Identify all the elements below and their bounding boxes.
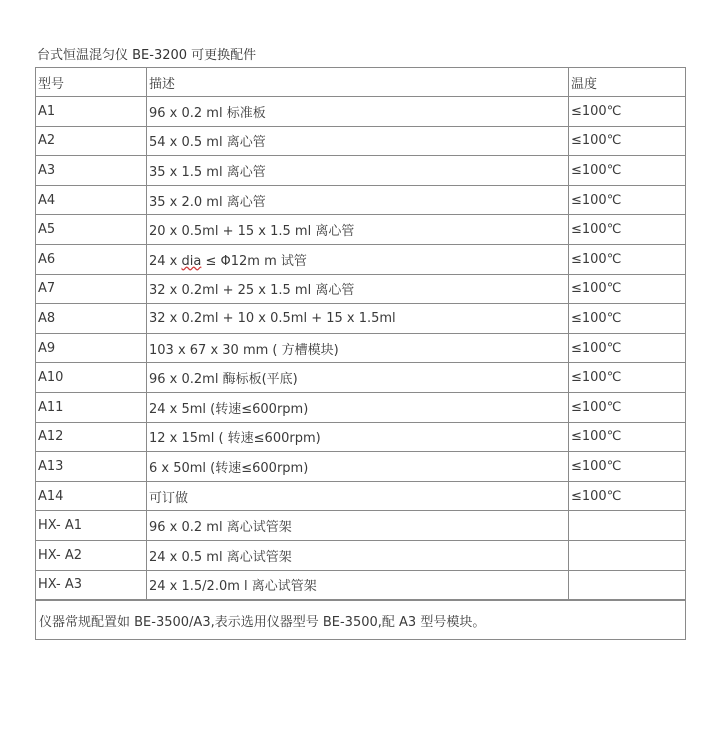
table-header-row	[36, 68, 686, 97]
table-row	[36, 570, 686, 600]
cell-description: 12 x 15ml ( 转速≤600rpm)	[147, 422, 569, 452]
cell-temperature: ≤100℃	[569, 392, 686, 422]
cell-temperature	[569, 570, 686, 600]
cell-description: 可订做	[147, 481, 569, 511]
cell-description: 103 x 67 x 30 mm ( 方槽模块)	[147, 333, 569, 363]
table-row	[36, 97, 686, 127]
cell-temperature: ≤100℃	[569, 422, 686, 452]
cell-model: HX- A3	[36, 570, 147, 600]
table-row	[36, 333, 686, 363]
table-row	[36, 511, 686, 541]
table-note-row	[36, 600, 686, 640]
cell-temperature: ≤100℃	[569, 363, 686, 393]
table-row	[36, 156, 686, 186]
cell-temperature: ≤100℃	[569, 304, 686, 334]
page-title: 台式恒温混匀仪 BE-3200 可更换配件	[37, 48, 257, 63]
table-row	[36, 392, 686, 422]
table-row	[36, 452, 686, 482]
cell-temperature: ≤100℃	[569, 452, 686, 482]
cell-temperature: ≤100℃	[569, 333, 686, 363]
cell-temperature: ≤100℃	[569, 156, 686, 186]
cell-model: A6	[36, 244, 147, 274]
cell-model: A3	[36, 156, 147, 186]
cell-description: 96 x 0.2 ml 标准板	[147, 97, 569, 127]
table-row	[36, 274, 686, 304]
cell-model: A5	[36, 215, 147, 245]
cell-temperature: ≤100℃	[569, 97, 686, 127]
cell-temperature: ≤100℃	[569, 126, 686, 156]
table-row	[36, 215, 686, 245]
cell-temperature	[569, 540, 686, 570]
table-row	[36, 363, 686, 393]
cell-description: 24 x 1.5/2.0m l 离心试管架	[147, 570, 569, 600]
table-row	[36, 126, 686, 156]
cell-description: 35 x 1.5 ml 离心管	[147, 156, 569, 186]
cell-model: A9	[36, 333, 147, 363]
cell-model: A4	[36, 185, 147, 215]
header-description: 描述	[147, 68, 569, 97]
table-row	[36, 481, 686, 511]
cell-description: 20 x 0.5ml + 15 x 1.5 ml 离心管	[147, 215, 569, 245]
cell-description: 96 x 0.2 ml 离心试管架	[147, 511, 569, 541]
header-temperature: 温度	[569, 68, 686, 97]
header-model: 型号	[36, 68, 147, 97]
cell-description: 32 x 0.2ml + 25 x 1.5 ml 离心管	[147, 274, 569, 304]
table-row	[36, 185, 686, 215]
table-row	[36, 422, 686, 452]
cell-temperature	[569, 511, 686, 541]
cell-model: A8	[36, 304, 147, 334]
cell-model: A12	[36, 422, 147, 452]
cell-temperature: ≤100℃	[569, 215, 686, 245]
cell-description: 6 x 50ml (转速≤600rpm)	[147, 452, 569, 482]
table-row	[36, 304, 686, 334]
cell-description	[147, 244, 569, 274]
cell-model: A13	[36, 452, 147, 482]
cell-temperature: ≤100℃	[569, 274, 686, 304]
cell-model: HX- A2	[36, 540, 147, 570]
cell-temperature: ≤100℃	[569, 481, 686, 511]
cell-description: 24 x 5ml (转速≤600rpm)	[147, 392, 569, 422]
cell-model: A10	[36, 363, 147, 393]
cell-temperature: ≤100℃	[569, 185, 686, 215]
cell-model: HX- A1	[36, 511, 147, 541]
cell-model: A11	[36, 392, 147, 422]
cell-description: 54 x 0.5 ml 离心管	[147, 126, 569, 156]
accessories-table	[35, 67, 686, 640]
description-text: ≤ Φ12m m 试管	[201, 253, 307, 269]
cell-temperature: ≤100℃	[569, 244, 686, 274]
cell-description: 24 x 0.5 ml 离心试管架	[147, 540, 569, 570]
cell-model: A2	[36, 126, 147, 156]
spellcheck-word: dia	[181, 253, 202, 269]
cell-model: A14	[36, 481, 147, 511]
cell-model: A7	[36, 274, 147, 304]
description-text: 24 x	[149, 253, 182, 269]
table-row	[36, 244, 686, 274]
table-row	[36, 540, 686, 570]
configuration-note: 仪器常规配置如 BE-3500/A3,表示选用仪器型号 BE-3500,配 A3 型号模块。	[36, 600, 686, 640]
cell-model: A1	[36, 97, 147, 127]
cell-description: 32 x 0.2ml + 10 x 0.5ml + 15 x 1.5ml	[147, 304, 569, 334]
cell-description: 35 x 2.0 ml 离心管	[147, 185, 569, 215]
cell-description: 96 x 0.2ml 酶标板(平底)	[147, 363, 569, 393]
